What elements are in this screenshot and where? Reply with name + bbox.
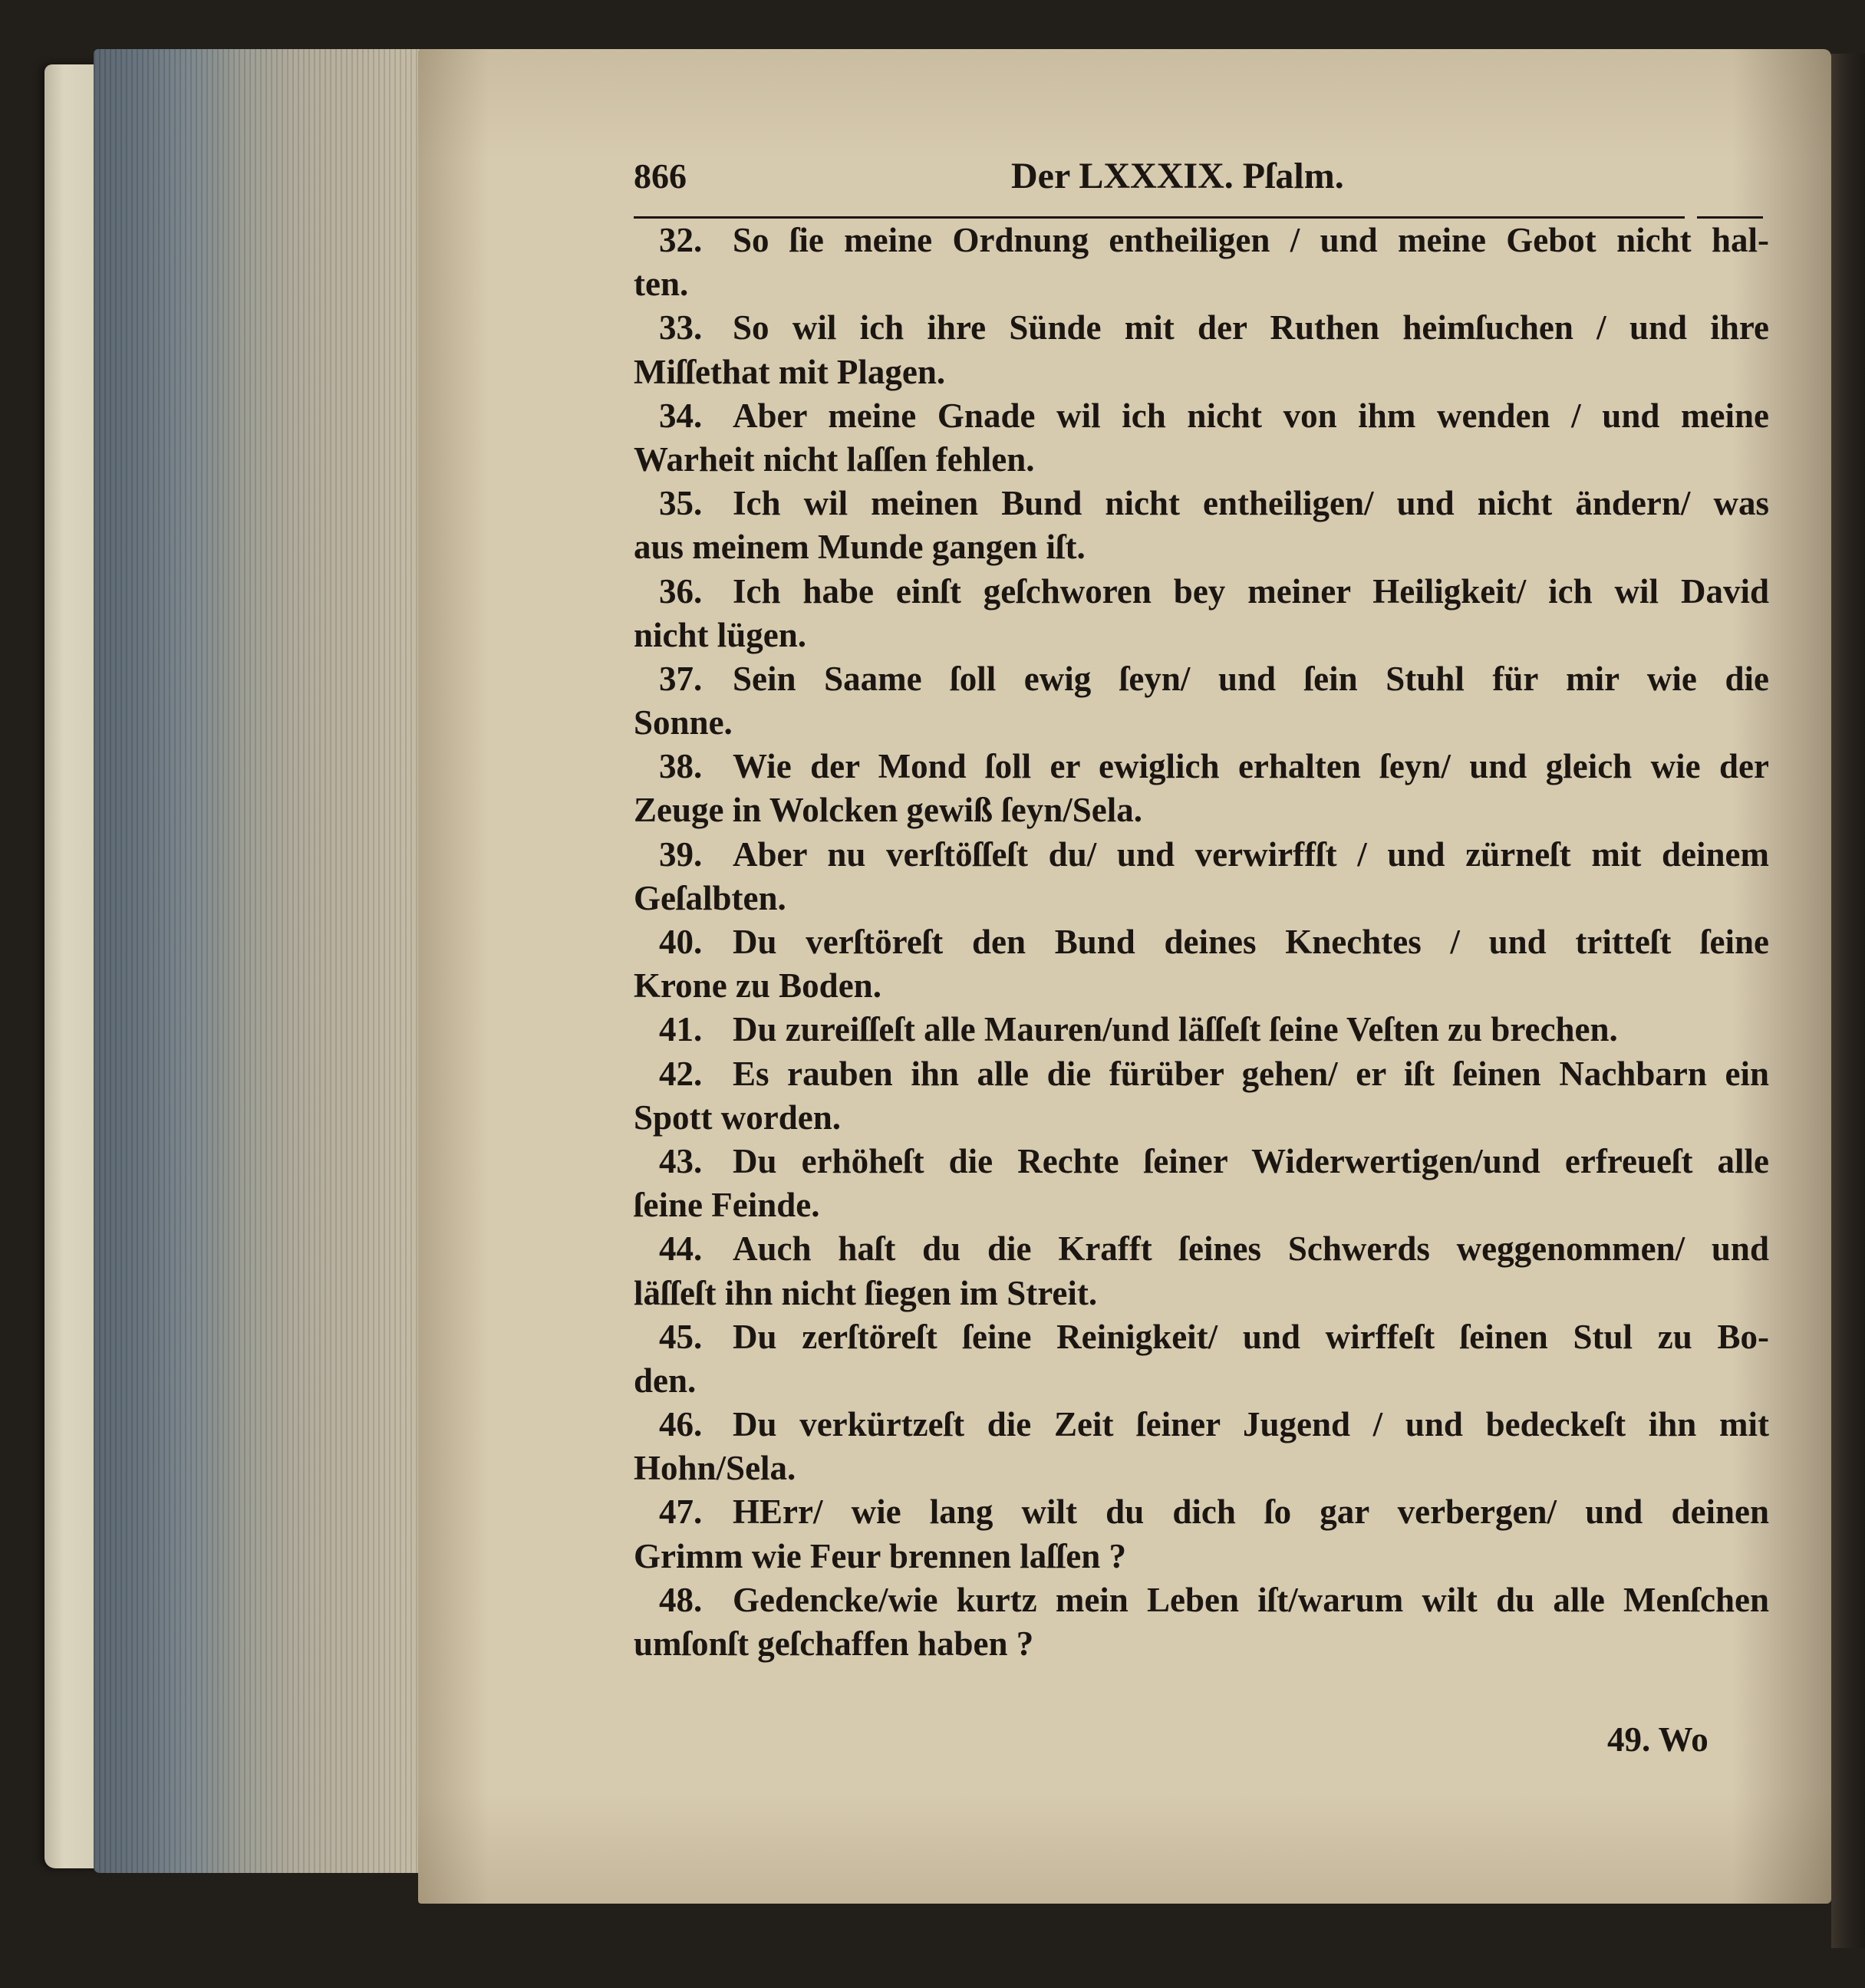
verse-text: umſonſt geſchaffen haben ? xyxy=(634,1624,1034,1663)
verse-number: 37. xyxy=(659,659,703,698)
verse-35 xyxy=(634,482,1769,569)
verse-number: 39. xyxy=(659,834,703,874)
verse-text: Du verkürtzeſt die Zeit ſeiner Jugend / und bedeckeſt ihn mit xyxy=(733,1405,1769,1444)
verse-text: Aber nu verſtöſſeſt du/ und verwirffſt / und zürneſt mit deinem xyxy=(733,834,1769,874)
verse-text: Ich wil meinen Bund nicht entheiligen/ und nicht ändern/ was xyxy=(733,484,1769,523)
catchword: 49. Wo xyxy=(1607,1720,1708,1759)
verse-43 xyxy=(634,1140,1769,1227)
verse-40 xyxy=(634,920,1769,1008)
verse-text: So wil ich ihre Sünde mit der Ruthen heimſuchen / und ihre xyxy=(733,308,1769,347)
verse-number: 48. xyxy=(659,1580,703,1619)
verse-line xyxy=(634,1272,1769,1315)
verse-line xyxy=(634,1535,1769,1578)
verse-number: 43. xyxy=(659,1141,703,1180)
verse-text: aus meinem Munde gangen iſt. xyxy=(634,528,1086,567)
verse-text: Spott worden. xyxy=(634,1098,842,1137)
verse-37 xyxy=(634,657,1769,745)
verse-line xyxy=(634,262,1769,306)
verse-line xyxy=(634,920,1769,964)
verse-line xyxy=(634,1227,1769,1271)
verse-39 xyxy=(634,833,1769,920)
verse-number: 34. xyxy=(659,396,703,435)
verse-number: 33. xyxy=(659,308,703,347)
verse-number: 41. xyxy=(659,1010,703,1049)
verse-number: 38. xyxy=(659,747,703,786)
verse-line xyxy=(634,1447,1769,1490)
verse-text: Krone zu Boden. xyxy=(634,966,881,1006)
verse-line xyxy=(634,964,1769,1008)
verse-text: Es rauben ihn alle die fürüber gehen/ er iſt ſeinen Nachbarn ein xyxy=(733,1054,1769,1093)
verse-line xyxy=(634,351,1769,394)
verse-line xyxy=(634,1490,1769,1534)
verse-line xyxy=(634,877,1769,920)
verse-32 xyxy=(634,219,1769,306)
verse-text: nicht lügen. xyxy=(634,615,807,654)
verse-line xyxy=(634,394,1769,438)
running-title: Der LXXXIX. Pſalm. xyxy=(1011,156,1344,196)
verse-44 xyxy=(634,1227,1769,1315)
verse-text: Geſalbten. xyxy=(634,878,786,917)
verse-text: Aber meine Gnade wil ich nicht von ihm wenden / und meine xyxy=(733,396,1769,435)
verse-41 xyxy=(634,1008,1769,1052)
verse-line xyxy=(634,525,1769,569)
verse-line xyxy=(634,1140,1769,1183)
verse-number: 40. xyxy=(659,923,703,961)
verse-text: Zeuge in Wolcken gewiß ſeyn/Sela. xyxy=(634,791,1142,830)
verse-number: 44. xyxy=(659,1229,703,1269)
verse-text: HErr/ wie lang wilt du dich ſo gar verbergen/ und deinen xyxy=(733,1493,1769,1532)
verse-number: 45. xyxy=(659,1317,703,1356)
verse-text: Du zureiſſeſt alle Mauren/und läſſeſt ſeine Veſten zu brechen. xyxy=(733,1010,1618,1049)
verse-number: 36. xyxy=(659,571,703,611)
verse-text: ten. xyxy=(634,265,689,304)
verse-line xyxy=(634,1008,1769,1052)
book-cover-edge xyxy=(44,64,100,1868)
page-block-edges xyxy=(94,49,420,1873)
verse-text: den. xyxy=(634,1361,697,1400)
verse-line xyxy=(634,1183,1769,1227)
verse-48 xyxy=(634,1578,1769,1666)
verse-line xyxy=(634,482,1769,525)
verse-line xyxy=(634,570,1769,614)
verse-line xyxy=(634,614,1769,657)
verse-line xyxy=(634,1052,1769,1096)
verse-number: 46. xyxy=(659,1405,703,1444)
page-number: 866 xyxy=(634,156,687,196)
verse-line xyxy=(634,701,1769,745)
verse-text: Hohn/Sela. xyxy=(634,1449,796,1488)
verse-line xyxy=(634,219,1769,262)
verse-line xyxy=(634,438,1769,482)
facing-page-gutter xyxy=(1831,54,1865,1948)
verse-number: 42. xyxy=(659,1054,703,1093)
verse-number: 47. xyxy=(659,1493,703,1532)
verse-line xyxy=(634,306,1769,350)
verse-text: läſſeſt ihn nicht ſiegen im Streit. xyxy=(634,1273,1098,1312)
verse-text: Grimm wie Feur brennen laſſen ? xyxy=(634,1536,1127,1575)
verse-text: ſeine Feinde. xyxy=(634,1186,820,1225)
verse-text: Du verſtöreſt den Bund deines Knechtes / und tritteſt ſeine xyxy=(733,923,1769,961)
verse-number: 35. xyxy=(659,484,703,523)
verse-text: Gedencke/wie kurtz mein Leben iſt/warum wilt du alle Menſchen xyxy=(733,1580,1769,1619)
verse-36 xyxy=(634,570,1769,657)
verse-text: Auch haſt du die Krafft ſeines Schwerds weggenommen/ und xyxy=(733,1229,1769,1269)
verse-text: Ich habe einſt geſchworen bey meiner Heiligkeit/ ich wil David xyxy=(733,571,1769,611)
verse-text: Du erhöheſt die Rechte ſeiner Widerwertigen/und erfreueſt alle xyxy=(733,1141,1769,1180)
verse-33 xyxy=(634,306,1769,393)
verse-47 xyxy=(634,1490,1769,1578)
verse-line xyxy=(634,1578,1769,1622)
verse-line xyxy=(634,788,1769,832)
verse-line xyxy=(634,1359,1769,1403)
verse-45 xyxy=(634,1315,1769,1403)
verse-line xyxy=(634,1315,1769,1359)
verse-line xyxy=(634,833,1769,877)
verse-text: Wie der Mond ſoll er ewiglich erhalten ſeyn/ und gleich wie der xyxy=(733,747,1769,786)
verse-38 xyxy=(634,745,1769,832)
verse-46 xyxy=(634,1403,1769,1490)
verse-line xyxy=(634,1096,1769,1140)
verse-text: Du zerſtöreſt ſeine Reinigkeit/ und wirffeſt ſeinen Stul zu Bo- xyxy=(733,1317,1769,1356)
verse-text: Sonne. xyxy=(634,703,733,742)
psalm-text xyxy=(634,219,1769,1666)
verse-text: Miſſethat mit Plagen. xyxy=(634,352,946,391)
verse-number: 32. xyxy=(659,221,703,259)
verse-line xyxy=(634,745,1769,788)
verse-34 xyxy=(634,394,1769,482)
verse-text: Sein Saame ſoll ewig ſeyn/ und ſein Stuhl für mir wie die xyxy=(733,659,1769,698)
verse-line xyxy=(634,657,1769,701)
verse-line xyxy=(634,1622,1769,1666)
verse-line xyxy=(634,1403,1769,1447)
verse-text: Warheit nicht laſſen fehlen. xyxy=(634,439,1035,479)
verse-42 xyxy=(634,1052,1769,1140)
verse-text: So ſie meine Ordnung entheiligen / und meine Gebot nicht hal- xyxy=(733,221,1769,259)
